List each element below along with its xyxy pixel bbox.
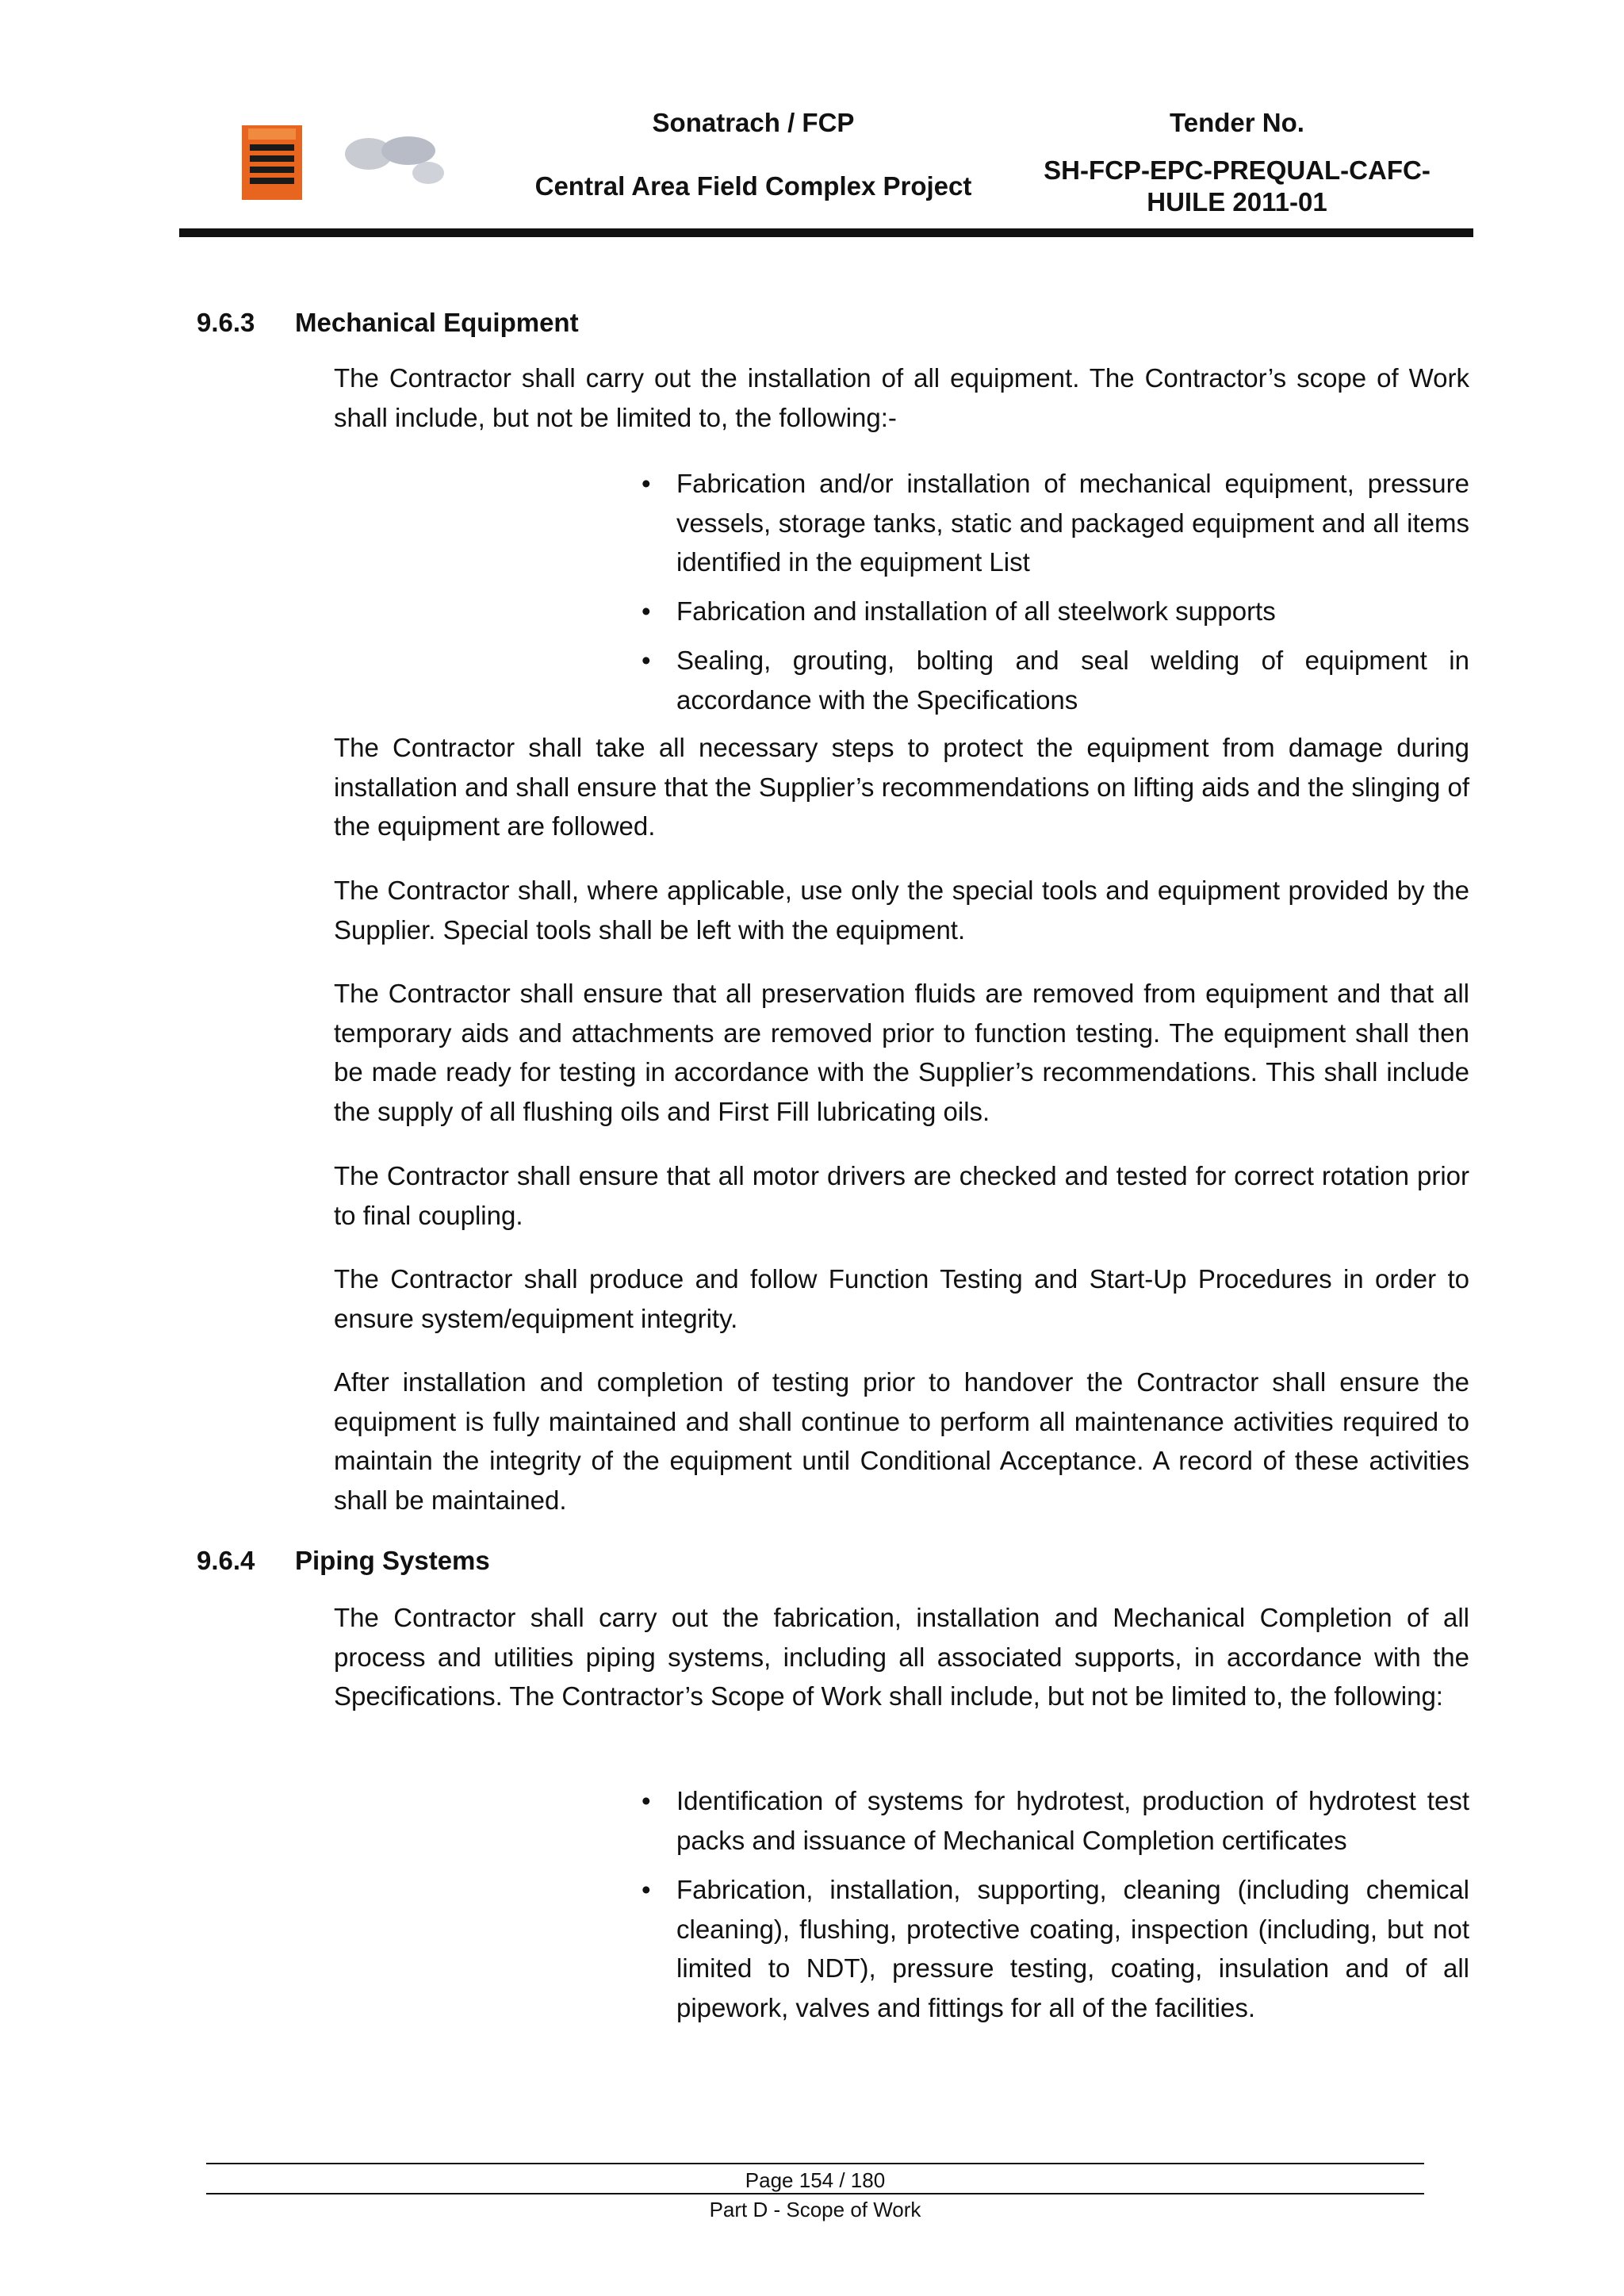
list-item-text: Fabrication and/or installation of mechanical equipment, pressure vessels, storage tanks, static and packaged equipment and all items identified in the equipment List (676, 469, 1469, 577)
section-number: 9.6.4 (197, 1546, 255, 1575)
footer-rule-top (206, 2163, 1424, 2164)
bullet-icon: • (642, 596, 651, 626)
list-item (642, 464, 1469, 582)
list-item-text: Fabrication and installation of all steelwork supports (676, 596, 1276, 626)
list-item-text: Sealing, grouting, bolting and seal welding of equipment in accordance with the Specifications (676, 646, 1469, 715)
page-number: Page 154 / 180 (745, 2168, 886, 2192)
section-title: Piping Systems (295, 1546, 490, 1575)
header-rule (179, 228, 1473, 237)
list-item-text: Fabrication, installation, supporting, cleaning (including chemical cleaning), flushing, protective coating, inspection (including, but not limited to NDT), pressure testing, coating, insulation and of all pipework, valves and fittings for all of the facilities. (676, 1875, 1469, 2022)
paragraph: The Contractor shall ensure that all motor drivers are checked and tested for correct rotation prior to final coupling. (334, 1161, 1469, 1230)
footer-rule-bottom (206, 2193, 1424, 2194)
list-item (642, 641, 1469, 719)
paragraph: The Contractor shall produce and follow Function Testing and Start-Up Procedures in order to ensure system/equipment integrity. (334, 1264, 1469, 1333)
bullet-icon: • (642, 1786, 651, 1815)
bullet-icon: • (642, 1875, 651, 1904)
paragraph: The Contractor shall carry out the installation of all equipment. The Contractor’s scope of Work shall include, but not be limited to, the following:- (334, 363, 1469, 432)
section-title: Mechanical Equipment (295, 308, 579, 337)
header-project: Central Area Field Complex Project (534, 171, 972, 201)
bullet-icon: • (642, 646, 651, 675)
tender-label: Tender No. (1170, 108, 1304, 137)
list-item (642, 592, 1469, 631)
header-logos (242, 119, 448, 206)
paragraph: After installation and completion of testing prior to handover the Contractor shall ensure the equipment is fully maintained and shall continue to perform all maintenance activities required to maintain the integrity of the equipment until Conditional Acceptance. A record of these activities shall be maintained. (334, 1367, 1469, 1515)
list-item (642, 1781, 1469, 1860)
section-number: 9.6.3 (197, 308, 255, 337)
paragraph: The Contractor shall ensure that all preservation fluids are removed from equipment and that all temporary aids and attachments are removed prior to function testing. The equipment shall then be made ready for testing in accordance with the Supplier’s recommendations. This shall include the supply of all flushing oils and First Fill lubricating oils. (334, 979, 1469, 1126)
paragraph: The Contractor shall carry out the fabrication, installation and Mechanical Completion of all process and utilities piping systems, including all associated supports, in accordance with the Specifications. The Contractor’s Scope of Work shall include, but not be limited to, the following: (334, 1603, 1469, 1711)
tender-number: SH-FCP-EPC-PREQUAL-CAFC- HUILE 2011-01 (1044, 155, 1431, 217)
bullet-icon: • (642, 469, 651, 498)
fcp-logo (329, 132, 448, 195)
header-org: Sonatrach / FCP (652, 108, 855, 137)
paragraph: The Contractor shall take all necessary steps to protect the equipment from damage during installation and shall ensure that the Supplier’s recommendations on lifting aids and the slinging of the equipment are followed. (334, 733, 1469, 841)
list-item (642, 1870, 1469, 2027)
list-item-text: Identification of systems for hydrotest, production of hydrotest test packs and issuance of Mechanical Completion certificates (676, 1786, 1469, 1855)
paragraph: The Contractor shall, where applicable, use only the special tools and equipment provided by the Supplier. Special tools shall be left with the equipment. (334, 876, 1469, 945)
sonatrach-logo (242, 125, 302, 200)
footer-part: Part D - Scope of Work (709, 2198, 921, 2221)
globe-icon (329, 132, 448, 195)
